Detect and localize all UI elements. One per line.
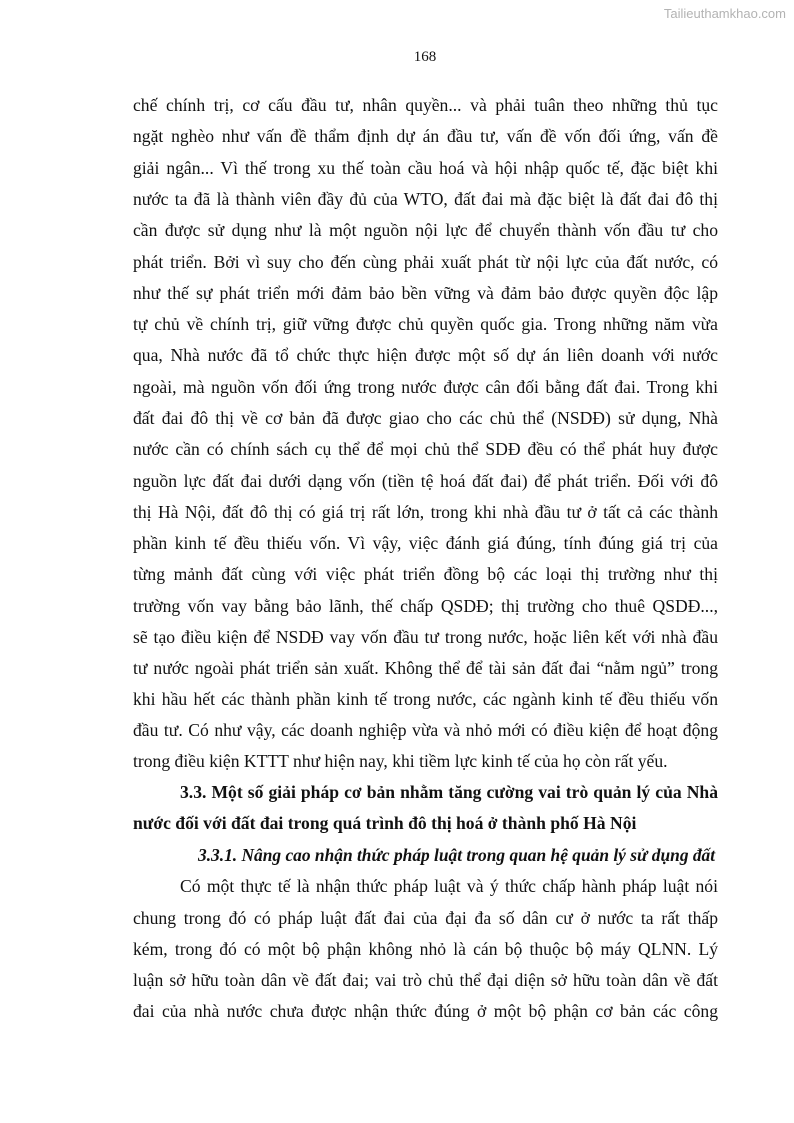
page-number: 168 [413,49,437,65]
text-line: như thế sự phát triển mới đảm bảo bền vững và đảm bảo được quyền độc lập [133,283,718,303]
text-line: khi hầu hết các thành phần kinh tế trong nước, các ngành kinh tế đều thiếu vốn [133,689,718,709]
text-line: phần kinh tế đều thiếu vốn. Vì vậy, việc đánh giá đúng, tính đúng giá trị của [133,533,718,553]
text-line: kém, trong đó có một bộ phận không nhỏ là cán bộ thuộc bộ máy QLNN. Lý [133,939,718,959]
section-heading-line: nước đối với đất đai trong quá trình đô thị hoá ở thành phố Hà Nội [133,813,637,833]
text-line: tự chủ về chính trị, giữ vững được chủ quyền quốc gia. Trong những năm vừa [133,314,718,334]
watermark: Tailieuthamkhao.com [663,6,786,21]
text-line: giải ngân... Vì thế trong xu thế toàn cầu hoá và hội nhập quốc tế, đặc biệt khi [133,158,718,178]
text-line: nước ta đã là thành viên đầy đủ của WTO, đất đai mà đặc biệt là đất đai đô thị [133,189,718,209]
text-line: ngặt nghèo như vấn đề thẩm định dự án đầu tư, vấn đề vốn đối ứng, vấn đề [133,126,718,146]
text-line: tư nước ngoài phát triển sản xuất. Không thể để tài sản đất đai “nằm ngủ” trong [133,658,718,678]
text-line: đầu tư. Có như vậy, các doanh nghiệp vừa và nhỏ mới có điều kiện để hoạt động [133,720,718,740]
text-line: đất đai đô thị về cơ bản đã được giao cho các chủ thể (NSDĐ) sử dụng, Nhà [133,408,718,428]
text-line: luận sở hữu toàn dân về đất đai; vai trò chủ thể đại diện sở hữu toàn dân về đất [133,970,718,990]
section-heading-line: 3.3. Một số giải pháp cơ bản nhằm tăng cường vai trò quản lý của Nhà [180,782,718,802]
text-line: phát triển. Bởi vì suy cho đến cùng phải xuất phát từ nội lực của đất nước, có [133,252,718,272]
text-line: chế chính trị, cơ cấu đầu tư, nhân quyền... và phải tuân theo những thủ tục [133,95,718,115]
text-line: trong điều kiện KTTT như hiện nay, khi tiềm lực kinh tế của họ còn rất yếu. [133,751,668,771]
text-line: trường vốn vay bằng bảo lãnh, thế chấp QSDĐ; thị trường cho thuê QSDĐ..., [133,596,718,616]
text-line: Có một thực tế là nhận thức pháp luật và ý thức chấp hành pháp luật nói [180,876,718,896]
text-line: thị Hà Nội, đất đô thị có giá trị rất lớn, trong khi nhà đầu tư ở tất cả các thành [133,502,718,522]
text-line: nguồn lực đất đai dưới dạng vốn (tiền tệ hoá đất đai) để phát triển. Đối với đô [133,471,718,491]
text-line: chung trong đó có pháp luật đất đai của đại đa số dân cư ở nước ta rất thấp [133,908,718,928]
subsection-heading: 3.3.1. Nâng cao nhận thức pháp luật trong quan hệ quản lý sử dụng đất [198,845,716,865]
text-line: nước cần có chính sách cụ thể để mọi chủ thể SDĐ đều có thể phát huy được [133,439,718,459]
text-line: sẽ tạo điều kiện để NSDĐ vay vốn đầu tư trong nước, hoặc liên kết với nhà đầu [133,627,718,647]
text-line: từng mảnh đất cùng với việc phát triển đồng bộ các loại thị trường như thị [133,564,718,584]
text-line: đai của nhà nước chưa được nhận thức đúng ở một bộ phận cơ bản các công [133,1001,718,1021]
text-line: qua, Nhà nước đã tổ chức thực hiện được một số dự án liên doanh với nước [133,345,718,365]
text-line: cần được sử dụng như là một nguồn nội lực để chuyển thành vốn đầu tư cho [133,220,718,240]
text-line: ngoài, mà nguồn vốn đối ứng trong nước được cân đối bằng đất đai. Trong khi [133,377,718,397]
